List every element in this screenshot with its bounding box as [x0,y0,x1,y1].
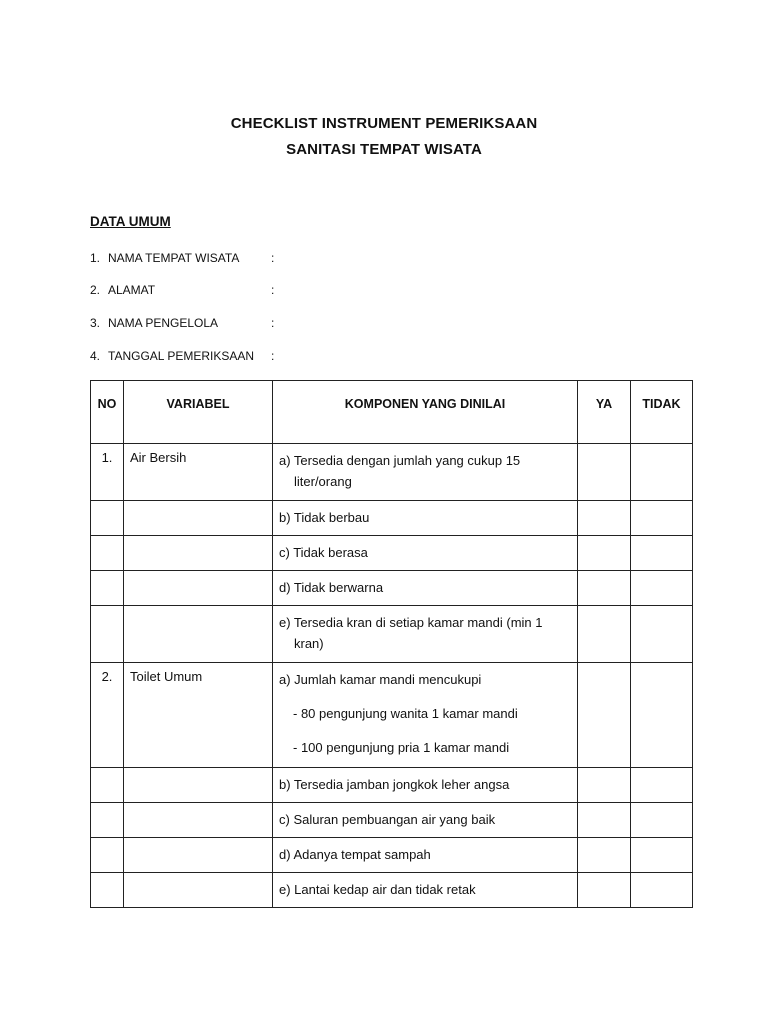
cell-tidak-checkbox[interactable] [631,873,693,908]
field-number: 2. [90,283,101,297]
cell-variabel [124,768,273,803]
cell-no [91,873,124,908]
cell-tidak-checkbox[interactable] [631,444,693,501]
cell-ya-checkbox[interactable] [578,571,631,606]
komponen-text: c) Saluran pembuangan air yang baik [279,812,496,827]
cell-komponen [273,768,578,803]
cell-komponen [273,873,578,908]
cell-tidak-checkbox[interactable] [631,768,693,803]
cell-komponen [273,501,578,536]
cell-komponen [273,663,578,768]
section-heading-data-umum: DATA UMUM [90,214,171,229]
table-row [91,444,693,501]
cell-no [91,501,124,536]
header-variabel: VARIABEL [124,381,273,444]
field-colon: : [271,349,275,363]
field-alamat [90,283,275,299]
cell-no [91,571,124,606]
table-header-row [91,381,693,444]
table-row [91,536,693,571]
field-label: NAMA PENGELOLA [108,316,219,330]
header-no: NO [91,381,124,444]
cell-komponen [273,606,578,663]
cell-tidak-checkbox[interactable] [631,663,693,768]
komponen-text: kran) [294,636,324,651]
cell-ya-checkbox[interactable] [578,768,631,803]
cell-tidak-checkbox[interactable] [631,536,693,571]
table-row [91,663,693,768]
komponen-text: a) Jumlah kamar mandi mencukupi [279,672,482,687]
komponen-text: a) Tersedia dengan jumlah yang cukup 15 [279,453,521,468]
table-row [91,768,693,803]
field-colon: : [271,316,275,330]
field-colon: : [271,283,275,297]
komponen-text: e) Tersedia kran di setiap kamar mandi (min 1 [279,615,543,630]
field-tanggal-pemeriksaan [90,349,275,365]
field-nama-pengelola [90,316,275,332]
table-row [91,803,693,838]
cell-variabel [124,606,273,663]
cell-komponen [273,571,578,606]
table-row [91,501,693,536]
header-komponen: KOMPONEN YANG DINILAI [273,381,578,444]
document-title-line-2: SANITASI TEMPAT WISATA [286,141,482,158]
field-colon: : [271,251,275,265]
table-row [91,571,693,606]
cell-variabel [124,838,273,873]
komponen-text: b) Tidak berbau [279,510,370,525]
cell-ya-checkbox[interactable] [578,803,631,838]
field-label: TANGGAL PEMERIKSAAN [108,349,255,363]
komponen-text: liter/orang [294,474,352,489]
cell-komponen [273,803,578,838]
cell-no [91,803,124,838]
cell-komponen [273,444,578,501]
cell-variabel [124,536,273,571]
cell-variabel: Toilet Umum [124,663,273,768]
komponen-text: d) Adanya tempat sampah [279,847,431,862]
cell-komponen [273,838,578,873]
cell-variabel [124,803,273,838]
cell-variabel [124,873,273,908]
checklist-table [90,380,693,908]
header-tidak: TIDAK [631,381,693,444]
document-title-line-1: CHECKLIST INSTRUMENT PEMERIKSAAN [230,115,538,132]
cell-variabel: Air Bersih [124,444,273,501]
cell-ya-checkbox[interactable] [578,663,631,768]
cell-ya-checkbox[interactable] [578,501,631,536]
cell-komponen [273,536,578,571]
komponen-text: e) Lantai kedap air dan tidak retak [279,882,476,897]
cell-no: 1. [91,444,124,501]
cell-no [91,838,124,873]
komponen-text: c) Tidak berasa [279,545,368,560]
field-number: 3. [90,316,101,330]
cell-no [91,606,124,663]
cell-tidak-checkbox[interactable] [631,571,693,606]
field-nama-tempat-wisata [90,251,275,267]
header-ya: YA [578,381,631,444]
komponen-text: d) Tidak berwarna [279,580,384,595]
cell-tidak-checkbox[interactable] [631,803,693,838]
cell-ya-checkbox[interactable] [578,838,631,873]
cell-no: 2. [91,663,124,768]
cell-tidak-checkbox[interactable] [631,501,693,536]
cell-variabel [124,571,273,606]
komponen-text: - 100 pengunjung pria 1 kamar mandi [293,740,510,755]
field-label: ALAMAT [108,283,156,297]
field-number: 1. [90,251,101,265]
komponen-text: - 80 pengunjung wanita 1 kamar mandi [293,706,518,721]
cell-no [91,768,124,803]
komponen-text: b) Tersedia jamban jongkok leher angsa [279,777,510,792]
cell-ya-checkbox[interactable] [578,444,631,501]
table-row [91,606,693,663]
cell-no [91,536,124,571]
table-row [91,838,693,873]
field-label: NAMA TEMPAT WISATA [108,251,240,265]
cell-variabel [124,501,273,536]
cell-tidak-checkbox[interactable] [631,838,693,873]
cell-ya-checkbox[interactable] [578,606,631,663]
field-number: 4. [90,349,101,363]
cell-ya-checkbox[interactable] [578,536,631,571]
table-row [91,873,693,908]
cell-ya-checkbox[interactable] [578,873,631,908]
cell-tidak-checkbox[interactable] [631,606,693,663]
